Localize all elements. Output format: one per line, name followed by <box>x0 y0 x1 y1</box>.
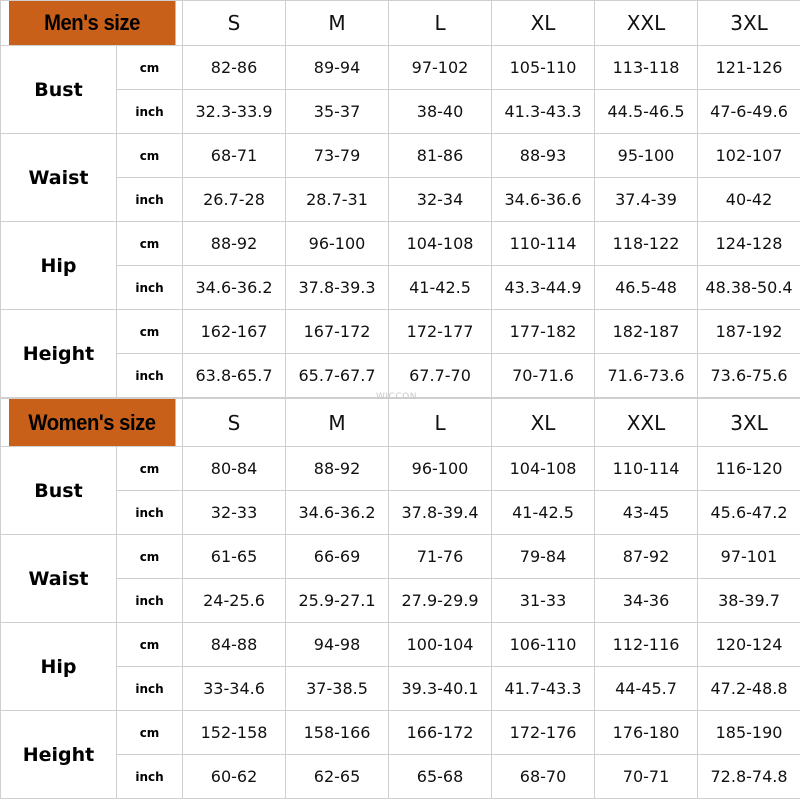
size-value-cell: 81-86 <box>389 134 492 178</box>
unit-label: inch <box>117 90 183 134</box>
unit-label: cm <box>117 711 183 755</box>
size-value-cell: 33-34.6 <box>183 667 286 711</box>
table-row <box>1 755 800 799</box>
size-value-cell: 73.6-75.6 <box>698 354 800 398</box>
table-row <box>1 178 800 222</box>
size-value-cell: 88-93 <box>492 134 595 178</box>
table-row <box>1 447 800 491</box>
men-size-table <box>0 0 800 398</box>
table-row <box>1 46 800 90</box>
size-value-cell: 162-167 <box>183 310 286 354</box>
size-value-cell: 95-100 <box>595 134 698 178</box>
size-value-cell: 70-71 <box>595 755 698 799</box>
table-row <box>1 579 800 623</box>
size-value-cell: 166-172 <box>389 711 492 755</box>
measurement-label: Bust <box>1 447 117 535</box>
size-value-cell: 62-65 <box>286 755 389 799</box>
size-value-cell: 97-102 <box>389 46 492 90</box>
size-value-cell: 104-108 <box>389 222 492 266</box>
size-value-cell: 41-42.5 <box>389 266 492 310</box>
size-value-cell: 37-38.5 <box>286 667 389 711</box>
size-value-cell: 35-37 <box>286 90 389 134</box>
size-value-cell: 40-42 <box>698 178 800 222</box>
size-column-header: XXL <box>595 1 698 46</box>
measurement-label: Bust <box>1 46 117 134</box>
size-value-cell: 27.9-29.9 <box>389 579 492 623</box>
size-value-cell: 46.5-48 <box>595 266 698 310</box>
size-value-cell: 47.2-48.8 <box>698 667 800 711</box>
size-value-cell: 68-70 <box>492 755 595 799</box>
size-value-cell: 37.8-39.3 <box>286 266 389 310</box>
size-value-cell: 104-108 <box>492 447 595 491</box>
size-value-cell: 106-110 <box>492 623 595 667</box>
size-value-cell: 172-177 <box>389 310 492 354</box>
size-value-cell: 187-192 <box>698 310 800 354</box>
size-value-cell: 34.6-36.6 <box>492 178 595 222</box>
table-row <box>1 667 800 711</box>
size-value-cell: 44.5-46.5 <box>595 90 698 134</box>
size-value-cell: 102-107 <box>698 134 800 178</box>
size-value-cell: 70-71.6 <box>492 354 595 398</box>
size-value-cell: 47-6-49.6 <box>698 90 800 134</box>
size-value-cell: 34.6-36.2 <box>286 491 389 535</box>
table-row <box>1 711 800 755</box>
size-value-cell: 65-68 <box>389 755 492 799</box>
size-value-cell: 61-65 <box>183 535 286 579</box>
womens-size-section <box>0 398 800 799</box>
size-column-header: M <box>286 399 389 447</box>
size-column-header: S <box>183 399 286 447</box>
size-value-cell: 167-172 <box>286 310 389 354</box>
size-value-cell: 60-62 <box>183 755 286 799</box>
size-value-cell: 82-86 <box>183 46 286 90</box>
size-value-cell: 25.9-27.1 <box>286 579 389 623</box>
size-value-cell: 41.3-43.3 <box>492 90 595 134</box>
size-value-cell: 88-92 <box>183 222 286 266</box>
size-value-cell: 116-120 <box>698 447 800 491</box>
measurement-label: Waist <box>1 535 117 623</box>
table-row <box>1 90 800 134</box>
size-column-header: XL <box>492 1 595 46</box>
size-value-cell: 34-36 <box>595 579 698 623</box>
size-value-cell: 79-84 <box>492 535 595 579</box>
size-column-header: L <box>389 399 492 447</box>
size-column-header: S <box>183 1 286 46</box>
size-value-cell: 110-114 <box>595 447 698 491</box>
size-value-cell: 63.8-65.7 <box>183 354 286 398</box>
size-value-cell: 177-182 <box>492 310 595 354</box>
size-value-cell: 41.7-43.3 <box>492 667 595 711</box>
size-value-cell: 110-114 <box>492 222 595 266</box>
unit-label: inch <box>117 755 183 799</box>
size-value-cell: 120-124 <box>698 623 800 667</box>
size-value-cell: 84-88 <box>183 623 286 667</box>
size-value-cell: 88-92 <box>286 447 389 491</box>
measurement-label: Height <box>1 711 117 799</box>
unit-label: inch <box>117 491 183 535</box>
size-value-cell: 43-45 <box>595 491 698 535</box>
table-row <box>1 491 800 535</box>
size-value-cell: 28.7-31 <box>286 178 389 222</box>
size-value-cell: 118-122 <box>595 222 698 266</box>
size-value-cell: 37.4-39 <box>595 178 698 222</box>
size-value-cell: 158-166 <box>286 711 389 755</box>
measurement-label: Waist <box>1 134 117 222</box>
table-row <box>1 134 800 178</box>
size-value-cell: 73-79 <box>286 134 389 178</box>
size-value-cell: 124-128 <box>698 222 800 266</box>
size-value-cell: 72.8-74.8 <box>698 755 800 799</box>
size-column-header: XL <box>492 399 595 447</box>
size-value-cell: 113-118 <box>595 46 698 90</box>
size-value-cell: 68-71 <box>183 134 286 178</box>
unit-label: cm <box>117 310 183 354</box>
unit-label: inch <box>117 178 183 222</box>
size-value-cell: 71-76 <box>389 535 492 579</box>
table-row <box>1 310 800 354</box>
size-value-cell: 34.6-36.2 <box>183 266 286 310</box>
size-column-header: L <box>389 1 492 46</box>
measurement-label: Height <box>1 310 117 398</box>
unit-label: cm <box>117 222 183 266</box>
size-value-cell: 37.8-39.4 <box>389 491 492 535</box>
table-row <box>1 535 800 579</box>
size-value-cell: 112-116 <box>595 623 698 667</box>
size-value-cell: 89-94 <box>286 46 389 90</box>
section-title: Women's size <box>8 399 175 447</box>
size-value-cell: 96-100 <box>389 447 492 491</box>
size-value-cell: 121-126 <box>698 46 800 90</box>
unit-label: cm <box>117 535 183 579</box>
size-value-cell: 43.3-44.9 <box>492 266 595 310</box>
size-value-cell: 48.38-50.4 <box>698 266 800 310</box>
size-value-cell: 32-33 <box>183 491 286 535</box>
size-value-cell: 38-40 <box>389 90 492 134</box>
unit-label: inch <box>117 579 183 623</box>
size-value-cell: 65.7-67.7 <box>286 354 389 398</box>
size-value-cell: 71.6-73.6 <box>595 354 698 398</box>
size-value-cell: 44-45.7 <box>595 667 698 711</box>
table-row <box>1 222 800 266</box>
measurement-label: Hip <box>1 222 117 310</box>
unit-label: cm <box>117 623 183 667</box>
unit-label: inch <box>117 354 183 398</box>
size-value-cell: 176-180 <box>595 711 698 755</box>
size-value-cell: 87-92 <box>595 535 698 579</box>
size-value-cell: 66-69 <box>286 535 389 579</box>
size-value-cell: 152-158 <box>183 711 286 755</box>
size-value-cell: 26.7-28 <box>183 178 286 222</box>
mens-size-section <box>0 0 800 398</box>
size-value-cell: 80-84 <box>183 447 286 491</box>
size-value-cell: 185-190 <box>698 711 800 755</box>
unit-label: inch <box>117 266 183 310</box>
size-column-header: M <box>286 1 389 46</box>
size-column-header: 3XL <box>698 1 800 46</box>
size-column-header: XXL <box>595 399 698 447</box>
section-title: Men's size <box>8 1 175 46</box>
unit-label: cm <box>117 447 183 491</box>
size-value-cell: 97-101 <box>698 535 800 579</box>
size-value-cell: 172-176 <box>492 711 595 755</box>
size-header-row <box>1 1 800 46</box>
size-value-cell: 39.3-40.1 <box>389 667 492 711</box>
table-row <box>1 623 800 667</box>
size-value-cell: 38-39.7 <box>698 579 800 623</box>
measurement-label: Hip <box>1 623 117 711</box>
size-header-row <box>1 399 800 447</box>
size-value-cell: 96-100 <box>286 222 389 266</box>
size-value-cell: 67.7-70 <box>389 354 492 398</box>
size-value-cell: 31-33 <box>492 579 595 623</box>
unit-label: cm <box>117 134 183 178</box>
size-column-header: 3XL <box>698 399 800 447</box>
women-size-table <box>0 398 800 799</box>
size-value-cell: 100-104 <box>389 623 492 667</box>
size-value-cell: 45.6-47.2 <box>698 491 800 535</box>
size-value-cell: 24-25.6 <box>183 579 286 623</box>
size-value-cell: 94-98 <box>286 623 389 667</box>
size-value-cell: 32.3-33.9 <box>183 90 286 134</box>
unit-label: cm <box>117 46 183 90</box>
table-row <box>1 354 800 398</box>
size-value-cell: 105-110 <box>492 46 595 90</box>
size-value-cell: 182-187 <box>595 310 698 354</box>
size-value-cell: 32-34 <box>389 178 492 222</box>
table-row <box>1 266 800 310</box>
size-value-cell: 41-42.5 <box>492 491 595 535</box>
unit-label: inch <box>117 667 183 711</box>
watermark-text: WICCON <box>376 392 417 402</box>
